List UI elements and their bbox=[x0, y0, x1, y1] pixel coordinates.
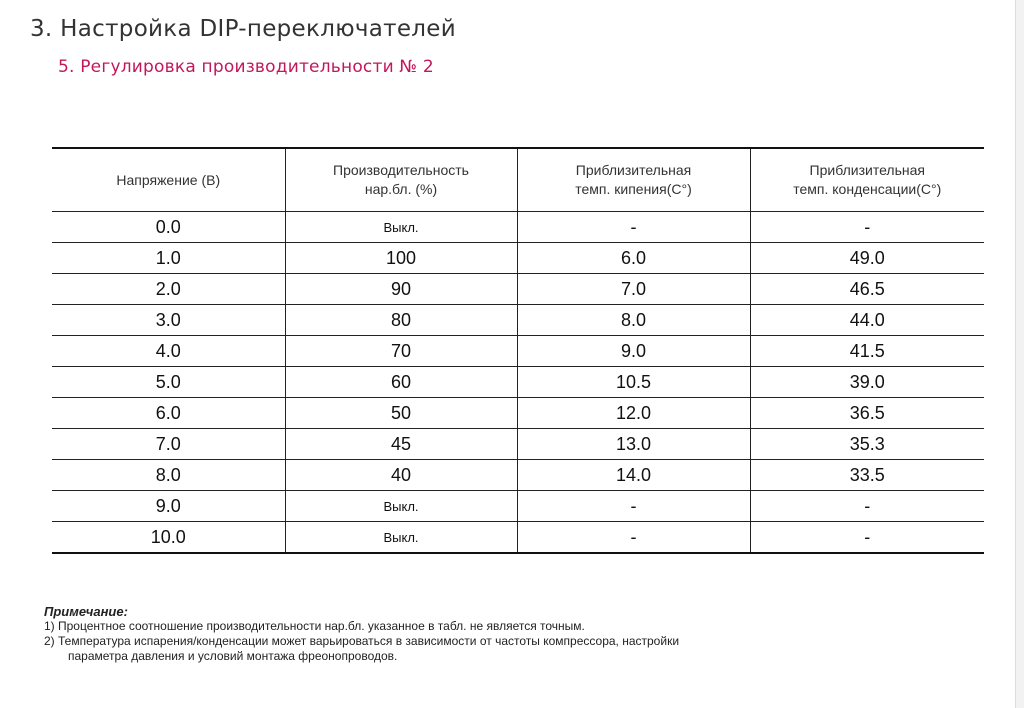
table-cell: - bbox=[750, 491, 984, 522]
table-cell: 9.0 bbox=[52, 491, 285, 522]
section-subtitle: 5. Регулировка производительности № 2 bbox=[58, 57, 434, 77]
table-cell: 6.0 bbox=[52, 398, 285, 429]
table-cell: 36.5 bbox=[750, 398, 984, 429]
table-cell: 60 bbox=[285, 367, 517, 398]
column-header-condensation-temp: Приблизительная темп. конденсации(С°) bbox=[750, 148, 984, 212]
table-header-row bbox=[52, 148, 984, 212]
table-cell: 46.5 bbox=[750, 274, 984, 305]
slide-right-edge bbox=[1015, 0, 1024, 708]
table-cell: 40 bbox=[285, 460, 517, 491]
notes-block bbox=[44, 604, 679, 664]
table-row bbox=[52, 522, 984, 554]
notes-heading: Примечание: bbox=[44, 604, 128, 619]
note-2: 2) Температура испарения/конденсации может варьироваться в зависимости от частоты компрессора, настройки bbox=[44, 634, 680, 648]
table-row bbox=[52, 212, 984, 243]
table-cell: 2.0 bbox=[52, 274, 285, 305]
note-2-continued: параметра давления и условий монтажа фреонопроводов. bbox=[68, 649, 398, 663]
table-row bbox=[52, 491, 984, 522]
performance-table bbox=[52, 147, 984, 554]
table-cell: 49.0 bbox=[750, 243, 984, 274]
table-cell: 7.0 bbox=[517, 274, 750, 305]
table-row bbox=[52, 429, 984, 460]
table-cell: 44.0 bbox=[750, 305, 984, 336]
table-cell: 10.0 bbox=[52, 522, 285, 554]
table-cell: 10.5 bbox=[517, 367, 750, 398]
table-cell: 14.0 bbox=[517, 460, 750, 491]
table-cell: 35.3 bbox=[750, 429, 984, 460]
table-cell: - bbox=[750, 522, 984, 554]
table-cell: 90 bbox=[285, 274, 517, 305]
table-row bbox=[52, 336, 984, 367]
table-cell: Выкл. bbox=[285, 212, 517, 243]
table-cell: 100 bbox=[285, 243, 517, 274]
note-1: 1) Процентное соотношение производительности нар.бл. указанное в табл. не является точным. bbox=[44, 619, 585, 633]
table-cell: 9.0 bbox=[517, 336, 750, 367]
table-cell: 8.0 bbox=[52, 460, 285, 491]
column-header-voltage: Напряжение (В) bbox=[52, 148, 285, 212]
table-cell: 5.0 bbox=[52, 367, 285, 398]
table-cell: - bbox=[517, 491, 750, 522]
table-cell: 6.0 bbox=[517, 243, 750, 274]
table-cell: 12.0 bbox=[517, 398, 750, 429]
table-cell: 7.0 bbox=[52, 429, 285, 460]
table-cell: 4.0 bbox=[52, 336, 285, 367]
table-row bbox=[52, 367, 984, 398]
table-row bbox=[52, 398, 984, 429]
column-header-evaporation-temp: Приблизительная темп. кипения(С°) bbox=[517, 148, 750, 212]
table-cell: Выкл. bbox=[285, 522, 517, 554]
table-cell: 33.5 bbox=[750, 460, 984, 491]
table-body bbox=[52, 212, 984, 554]
table-row bbox=[52, 305, 984, 336]
table-row bbox=[52, 460, 984, 491]
table-row bbox=[52, 243, 984, 274]
table-cell: 80 bbox=[285, 305, 517, 336]
table-cell: 3.0 bbox=[52, 305, 285, 336]
table-cell: 39.0 bbox=[750, 367, 984, 398]
table-cell: 70 bbox=[285, 336, 517, 367]
column-header-capacity: Производительность нар.бл. (%) bbox=[285, 148, 517, 212]
table-cell: 0.0 bbox=[52, 212, 285, 243]
table-cell: - bbox=[750, 212, 984, 243]
table-cell: 41.5 bbox=[750, 336, 984, 367]
table-cell: Выкл. bbox=[285, 491, 517, 522]
table-cell: 45 bbox=[285, 429, 517, 460]
table-cell: 50 bbox=[285, 398, 517, 429]
table-cell: - bbox=[517, 212, 750, 243]
table-cell: 8.0 bbox=[517, 305, 750, 336]
table-cell: 13.0 bbox=[517, 429, 750, 460]
table-row bbox=[52, 274, 984, 305]
table-cell: 1.0 bbox=[52, 243, 285, 274]
page-title: 3. Настройка DIP-переключателей bbox=[30, 16, 456, 42]
table-cell: - bbox=[517, 522, 750, 554]
